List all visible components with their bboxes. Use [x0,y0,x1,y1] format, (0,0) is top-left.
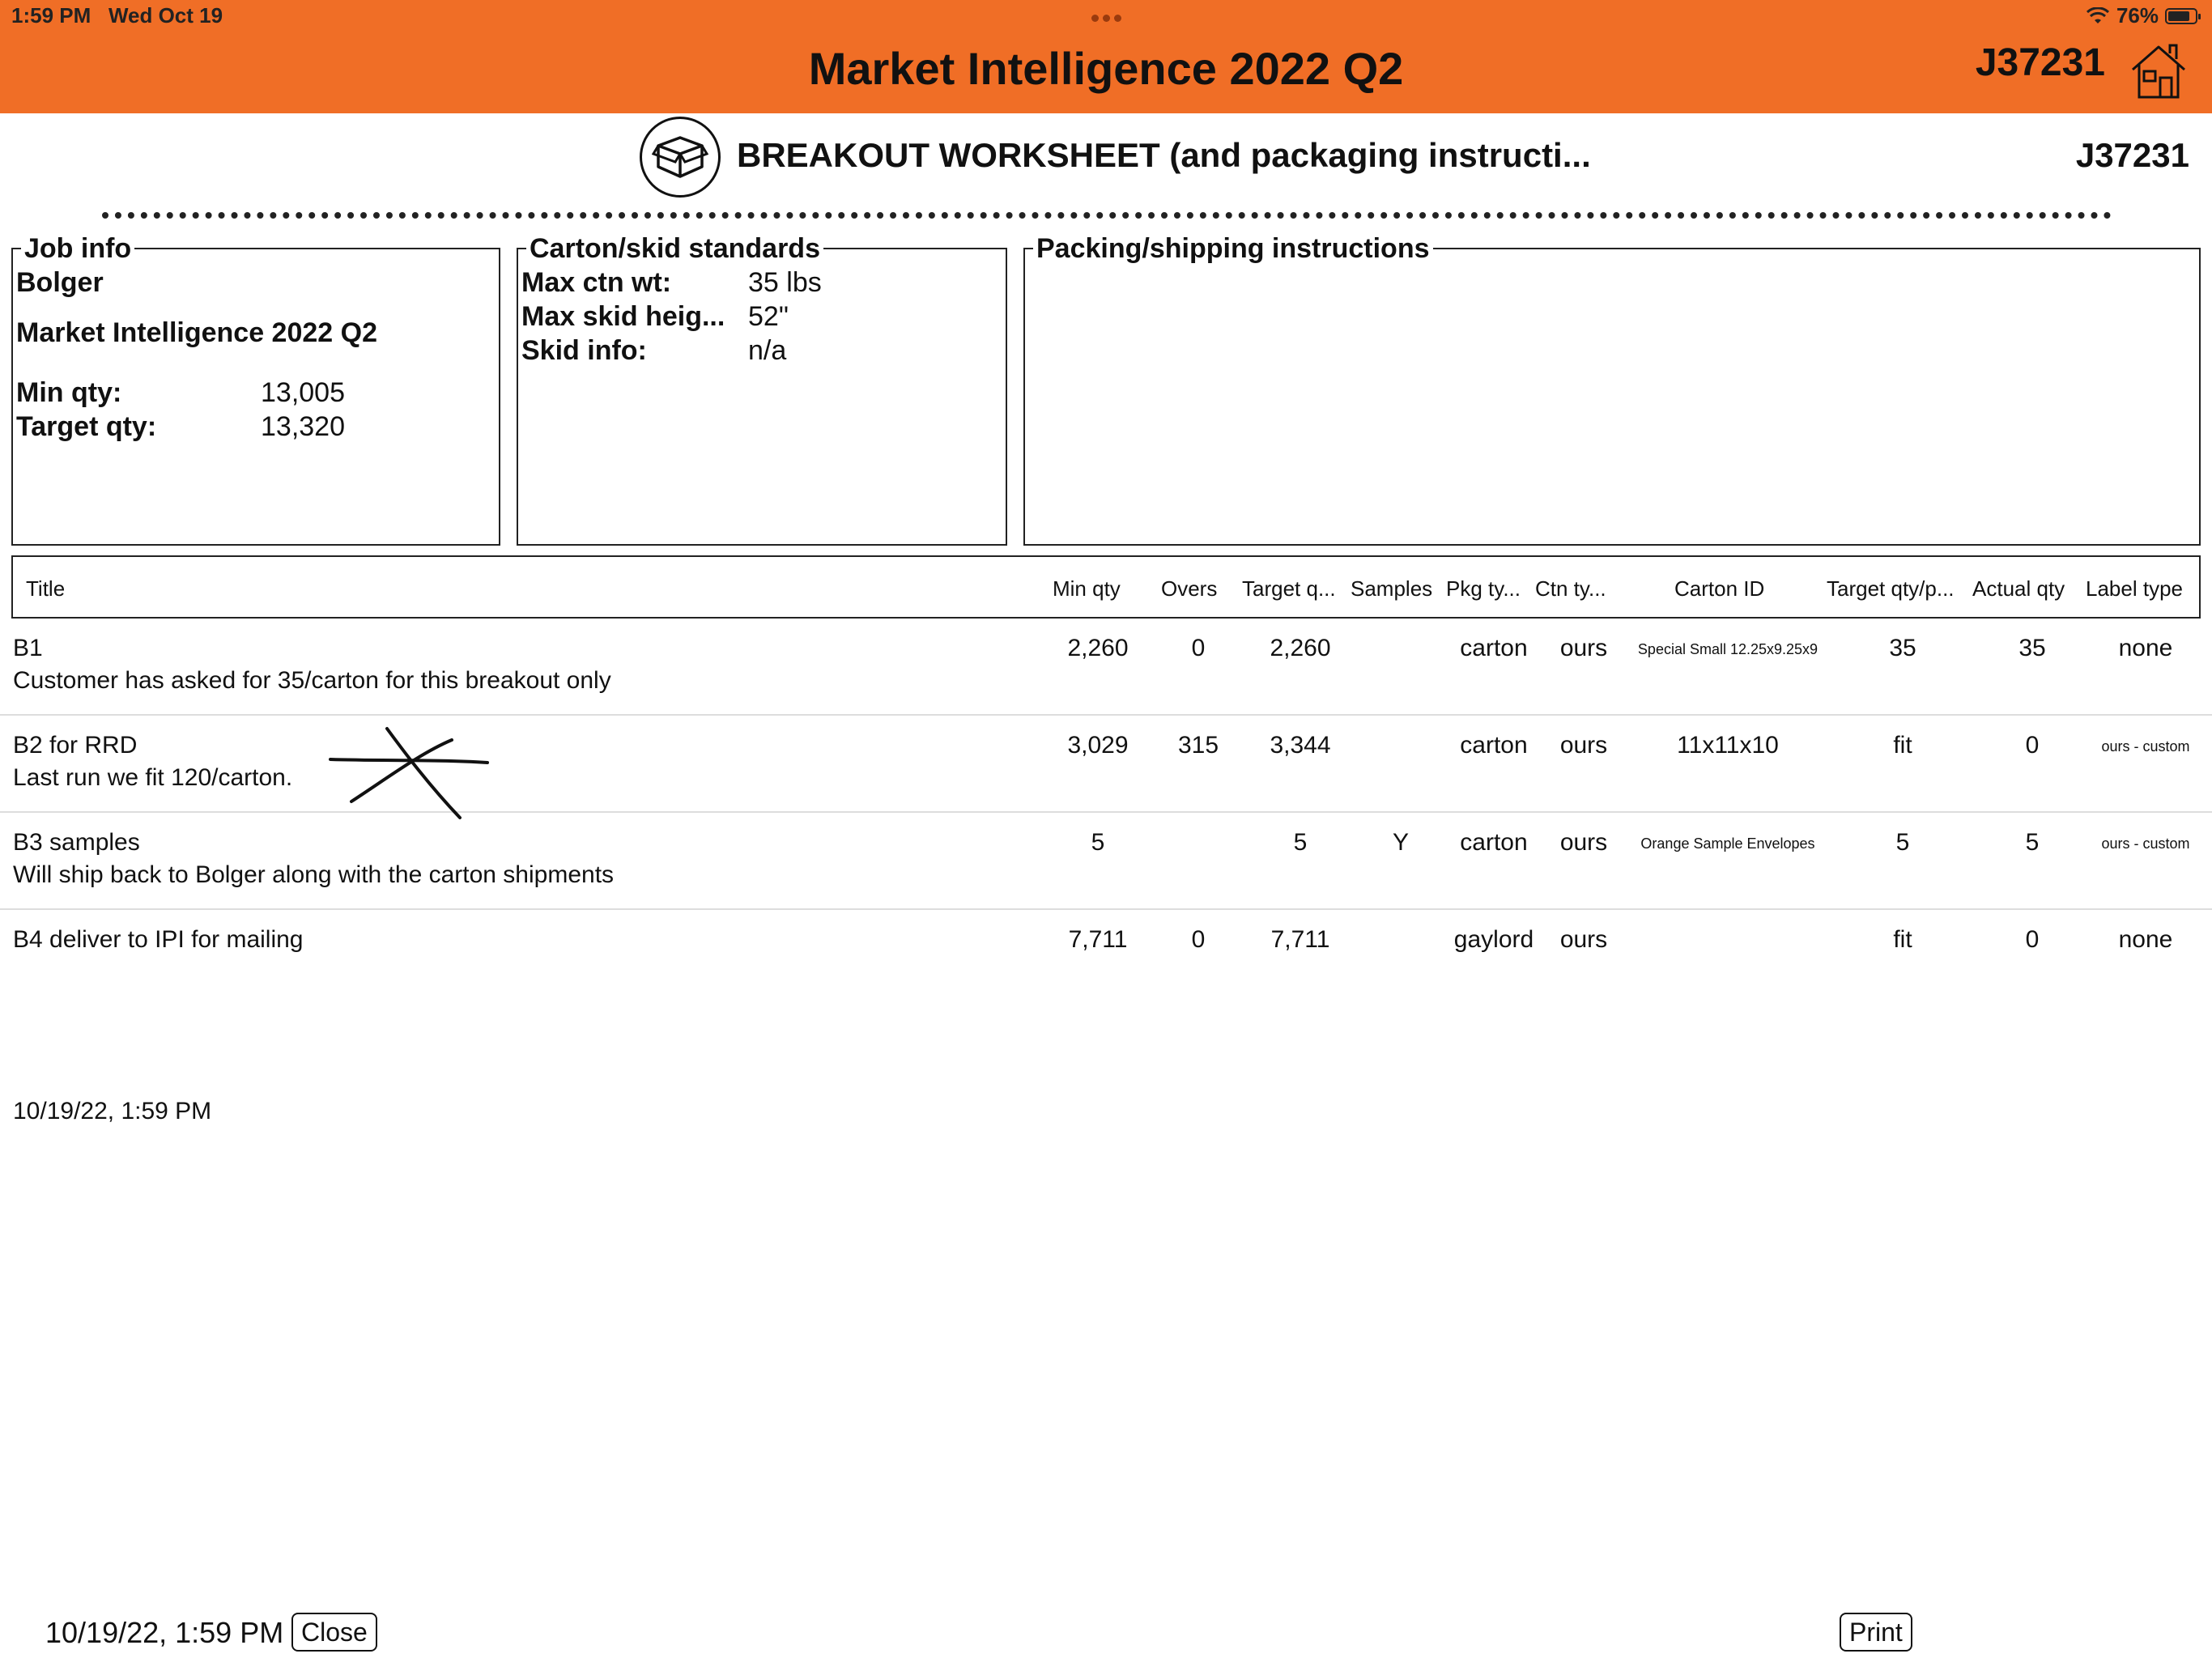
table-header [11,555,2201,619]
status-time: 1:59 PM [11,3,91,28]
col-actual-qty: Actual qty [1972,576,2065,601]
cell-ctn-type: ours [1559,635,1608,661]
cell-target-per: 35 [1889,635,1916,661]
worksheet-job-id: J37231 [2075,136,2189,174]
skid-info-label: Skid info: [521,335,647,366]
col-target-qty: Target q... [1242,576,1336,601]
battery-icon [2165,8,2197,24]
cell-actual-qty: 0 [2025,732,2040,759]
cell-pkg-type: carton [1460,829,1528,856]
carton-standards-box [517,233,1007,546]
packing-instructions-box [1023,233,2201,546]
row-title: B1 [13,635,43,661]
cell-label-type: none [2118,926,2173,953]
job-info-box [11,233,500,546]
row-title: B3 samples [13,829,140,856]
customer-name: Bolger [16,267,104,298]
col-target-per: Target qty/p... [1827,576,1955,601]
home-icon [2128,40,2189,102]
max-skid-height-label: Max skid heig... [521,301,725,332]
close-button[interactable]: Close [291,1613,377,1652]
table-row[interactable] [0,910,2212,1007]
cell-pkg-type: carton [1460,635,1528,661]
max-ctn-wt-value: 35 lbs [748,267,822,298]
app-job-id: J37231 [1975,41,2105,84]
dotted-divider [102,212,2112,219]
cell-label-type: ours - custom [2101,738,2190,755]
cell-label-type: ours - custom [2101,835,2190,852]
col-carton-id: Carton ID [1674,576,1765,601]
cell-target-qty: 7,711 [1270,926,1330,953]
cell-min-qty: 7,711 [1068,926,1128,953]
app-title: Market Intelligence 2022 Q2 [808,43,1404,94]
col-samples: Samples [1351,576,1433,601]
footer-timestamp: 10/19/22, 1:59 PM [45,1616,284,1649]
cell-samples: Y [1392,829,1409,856]
min-qty-label: Min qty: [16,377,122,408]
max-ctn-wt-label: Max ctn wt: [521,267,672,298]
cell-pkg-type: carton [1460,732,1528,759]
col-label-type: Label type [2086,576,2183,601]
col-overs: Overs [1161,576,1218,601]
cell-actual-qty: 35 [2018,635,2046,661]
cell-target-qty: 3,344 [1270,732,1331,759]
row-note: Last run we fit 120/carton. [13,764,293,791]
battery-percent: 76% [2116,3,2159,28]
cell-pkg-type: gaylord [1453,926,1534,953]
carton-standards-legend: Carton/skid standards [526,233,823,265]
cell-carton-id: 11x11x10 [1677,732,1779,759]
cell-overs: 315 [1177,732,1219,759]
col-title: Title [26,576,66,601]
wifi-icon [2086,7,2110,25]
cell-actual-qty: 0 [2025,926,2040,953]
skid-info-value: n/a [748,335,787,366]
min-qty-value: 13,005 [261,377,345,408]
worksheet-icon-badge [640,117,721,198]
col-pkg-type: Pkg ty... [1446,576,1521,601]
table-row[interactable] [0,619,2212,716]
job-name: Market Intelligence 2022 Q2 [16,317,377,348]
target-qty-label: Target qty: [16,411,157,442]
cell-label-type: none [2118,635,2173,661]
col-min-qty: Min qty [1053,576,1121,601]
target-qty-value: 13,320 [261,411,345,442]
cell-min-qty: 5 [1091,829,1105,856]
box-icon [652,133,708,181]
home-button[interactable] [2128,40,2189,102]
status-bar-indicators [2086,3,2197,28]
worksheet-title: BREAKOUT WORKSHEET (and packaging instructi... [737,136,1591,174]
cell-carton-id: Special Small 12.25x9.25x9 [1637,641,1819,657]
status-date: Wed Oct 19 [108,3,223,28]
job-info-legend: Job info [21,233,134,265]
col-ctn-type: Ctn ty... [1535,576,1606,601]
cell-overs: 0 [1191,926,1206,953]
max-skid-height-value: 52" [748,301,789,332]
cell-ctn-type: ours [1559,732,1608,759]
cell-min-qty: 2,260 [1067,635,1129,661]
table-row[interactable] [0,813,2212,910]
status-bar-datetime [11,3,223,28]
cell-carton-id: Orange Sample Envelopes [1640,835,1815,852]
cell-ctn-type: ours [1559,926,1608,953]
cell-target-per: fit [1893,732,1912,759]
cell-actual-qty: 5 [2025,829,2040,856]
print-button[interactable]: Print [1840,1613,1912,1652]
row-title: B4 deliver to IPI for mailing [13,926,304,953]
row-title: B2 for RRD [13,732,138,759]
cell-target-per: 5 [1895,829,1910,856]
cell-min-qty: 3,029 [1067,732,1129,759]
row-note: Will ship back to Bolger along with the carton shipments [13,861,615,888]
cell-ctn-type: ours [1559,829,1608,856]
packing-instructions-legend: Packing/shipping instructions [1033,233,1433,265]
cell-target-per: fit [1893,926,1912,953]
cell-target-qty: 2,260 [1270,635,1331,661]
print-timestamp: 10/19/22, 1:59 PM [13,1098,212,1124]
row-note: Customer has asked for 35/carton for this breakout only [13,667,611,694]
multitasking-dots-icon[interactable] [1090,15,1122,24]
cell-target-qty: 5 [1293,829,1308,856]
handwritten-x-mark [324,721,494,826]
cell-overs: 0 [1191,635,1206,661]
